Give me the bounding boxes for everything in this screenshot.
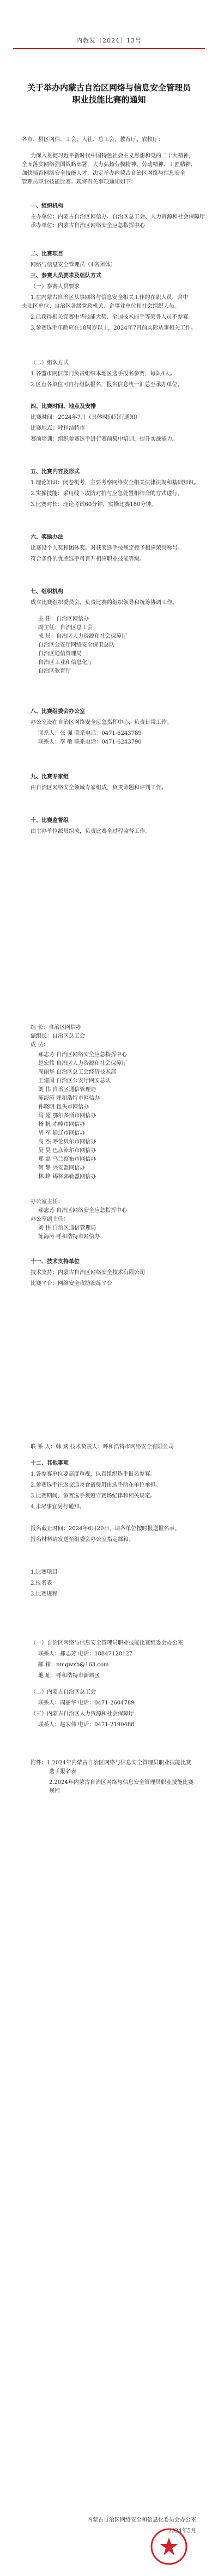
body-line: 报名截止时间：2024年6月20日，请各单位按时报送报名表。: [31, 1526, 180, 1532]
body-line: 副组长：自治区总工会: [31, 1033, 85, 1039]
body-line: 刘 伟 自治区通信管理局: [38, 1087, 96, 1093]
document-number: 内教发〔2024〕13号: [76, 37, 142, 44]
body-line: （一）自治区网络与信息安全管理员职业技能比赛组委会办公室: [31, 1640, 183, 1646]
body-line: 郝志芳 自治区网络安全应急指挥中心: [38, 1052, 128, 1058]
body-line: （一）参赛人员要求: [31, 284, 80, 290]
body-line: 联系人：周丽华 电话：0471-2604789: [38, 1700, 135, 1706]
body-line: 2.2024年内蒙古自治区网络与信息安全管理员职业技能比赛: [49, 1780, 193, 1786]
body-line: 地 址：呼和浩特市新城区: [38, 1673, 100, 1679]
body-line: （三）内蒙古自治区人力资源和社会保障厅: [31, 1711, 134, 1717]
body-line: 孙晓明 包头市网信办: [38, 1104, 89, 1110]
body-line: 技术支持：内蒙古自治区网络安全技术有限公司: [31, 1270, 145, 1276]
body-line: 3.比赛规程: [31, 1591, 58, 1597]
body-line: 2.已获得相关竞赛中华技能大奖、全国技术能手等荣誉人员不参赛。: [31, 314, 194, 320]
body-line: 2.参赛选手往返交通及食宿费用由选手所在单位承担。: [31, 1482, 161, 1488]
body-line: 二、比赛项目: [31, 251, 63, 257]
body-line: 自治区通信管理局: [38, 651, 82, 657]
title-line-1: 关于举办内蒙古自治区网络与信息安全管理员: [27, 83, 191, 93]
body-line: 郝志芳 自治区网络安全应急指挥中心: [38, 1208, 128, 1214]
body-line: 赵宏伟 自治区人力资源和社会保障厅: [38, 1061, 128, 1067]
body-line: 组 长：自治区网信办: [31, 1025, 82, 1031]
title-line-2: 职业技能比赛的通知: [72, 95, 146, 105]
body-line: 十一、技术支持单位: [31, 1259, 80, 1265]
body-line: 承办单位：内蒙古自治区网络安全应急指挥中心: [31, 223, 145, 229]
body-line: 自治区教育厅: [38, 668, 71, 674]
body-line: 主办单位：内蒙古自治区网信办、自治区总工会、人力资源和社会保障厅: [31, 214, 205, 220]
body-line: 杨 帆 赤峰市网信办: [38, 1122, 86, 1128]
body-line: 林 峰 锡林郭勒盟网信办: [38, 1174, 96, 1180]
body-line: 三、参赛人员要求及组队方式: [31, 273, 101, 279]
body-line: 自治区工业和信息化厅: [38, 660, 93, 666]
body-line: 符合条件的优胜选手可晋升相应职业技能等级。: [31, 556, 145, 562]
body-line: 附件：1.2024年内蒙古自治区网络与信息安全管理员职业技能比赛: [31, 1760, 191, 1766]
body-line: （二）组队方式: [31, 360, 69, 366]
body-line: 管理员职业技能比赛。现将有关事项通知如下：: [22, 179, 136, 185]
document-title: [16, 82, 202, 106]
body-line: 央驻区单位、自治区各级党政机关、企事业单位和社会组织人员。: [22, 303, 180, 309]
body-line: 选手报名表: [49, 1769, 76, 1775]
body-line: 为深入贯彻习近平新时代中国特色社会主义思想和党的二十大精神，: [31, 153, 194, 159]
body-line: 成立比赛组织委员会，负责比赛的组织领导和统筹协调工作。: [31, 600, 178, 606]
body-line: 3.比赛期间，参赛选手须遵守赛场纪律和相关规定。: [31, 1493, 156, 1499]
body-line: 由主办单位派员组成，负责比赛全过程监督工作。: [31, 829, 150, 835]
body-line: 规程: [49, 1788, 60, 1794]
body-line: 胡 军 通辽市网信办: [38, 1130, 86, 1136]
body-line: 主 任：自治区网信办: [38, 616, 89, 622]
body-line: 周丽华 自治区总工会经济技术部: [38, 1069, 117, 1075]
body-line: 比赛地点：呼和浩特市: [31, 425, 85, 431]
body-line: 3.参赛选手年龄应在18周岁以上，2024年7月前实际从事相关工作。: [31, 325, 197, 331]
body-line: 1.在内蒙古自治区从事网络与信息安全相关工作的在职人员，含中: [31, 295, 189, 301]
body-line: 1.各参赛单位要高度重视，认真组织选手报名参赛。: [31, 1471, 156, 1477]
body-line: 成 员：自治区人力资源和社会保障厅: [38, 634, 128, 640]
body-line: 十、比赛监督组: [31, 818, 69, 824]
body-line: 4.未尽事宜另行通知。: [31, 1504, 85, 1510]
body-line: 十二、其他事项: [31, 1460, 69, 1466]
body-line: 八、比赛组委会办公室: [31, 709, 85, 715]
body-line: 王建国 自治区公安厅网安总队: [38, 1078, 111, 1084]
body-line: 加快培育网络安全技能人才，决定举办内蒙古自治区网络与信息安全: [22, 170, 185, 176]
body-line: 比赛设个人奖和团体奖。对获奖选手按规定授予相应荣誉称号。: [31, 545, 183, 551]
body-line: 联系人：郝志芳 电话：18847120127: [38, 1651, 133, 1657]
body-line: （二）内蒙古自治区总工会: [31, 1689, 96, 1695]
body-line: 联 系 人：韩 斌 技术负责人：呼和浩特市网络安全有限公司: [31, 1444, 174, 1450]
body-line: 各市、县区网信、工会、人社、总工会，教育厅、农牧厅：: [22, 137, 164, 143]
body-line: 办公室设在自治区网络安全应急指挥中心，负责日常工作。: [31, 720, 172, 726]
body-line: 2.区直各单位可自行组队报名，报名信息统一汇总至承办单位。: [31, 382, 183, 388]
body-line: 比赛平台：网络安全攻防演练平台: [31, 1281, 112, 1287]
body-line: 邮 箱：nmgwxb@163.com: [38, 1662, 109, 1668]
body-line: 办公室副主任：: [31, 1216, 69, 1222]
red-divider-line: [13, 48, 205, 49]
body-line: 赛前培训：组织参赛选手进行赛前集中培训，提升实战能力。: [31, 436, 178, 442]
body-line: 自治区公安厅网络安全保卫总队: [38, 642, 114, 648]
body-line: 报名材料请发送至组委会办公室指定邮箱。: [31, 1537, 134, 1543]
body-line: 五、比赛内容及形式: [31, 469, 80, 475]
body-line: 1.各盟市网信部门负责组织本地区选手报名参赛，每队4人。: [31, 371, 175, 377]
body-line: 郑 磊 乌兰察布市网信办: [38, 1156, 96, 1162]
body-line: 陈海涛 呼和浩特市网信办: [38, 1095, 100, 1101]
body-line: 2.报名表: [31, 1580, 52, 1586]
body-line: 3.比赛时长：理论考试60分钟，实操比赛180分钟。: [31, 502, 157, 508]
body-line: 1.比赛项目: [31, 1569, 58, 1575]
signature-date: 2024年5月: [168, 2528, 196, 2534]
body-line: 网络与信息安全管理员（4名团体）: [31, 262, 116, 268]
body-line: 马 超 鄂尔多斯市网信办: [38, 1113, 96, 1119]
body-line: 全面落实网络强国战略部署，大力弘扬劳模精神、劳动精神、工匠精神，: [22, 162, 196, 168]
signature-organization: 内蒙古自治区网络安全和信息化委员会办公室: [87, 2517, 196, 2523]
official-seal-icon: [150, 2528, 188, 2566]
body-line: 七、组织机构: [31, 589, 63, 595]
body-line: 由自治区网络安全领域专家组成，负责命题和评判工作。: [31, 785, 167, 791]
body-line: 2.实操技能：采用线下攻防对抗与应急处置相结合的方式进行。: [31, 491, 183, 497]
body-line: 何 静 兴安盟网信办: [38, 1165, 86, 1171]
body-line: 副主任：自治区总工会: [38, 625, 93, 631]
body-line: 刘 伟 自治区通信管理局: [38, 1225, 96, 1231]
body-line: 1.理论知识：闭卷机考，主要考察网络安全相关法律法规和基础知识。: [31, 480, 199, 486]
body-line: 联系人：李 敏 联系电话：0471-6243790: [38, 739, 142, 745]
body-line: 陈海涛 呼和浩特市网信办: [38, 1234, 100, 1240]
body-line: 四、比赛时间、地点及安排: [31, 404, 96, 410]
body-line: 比赛时间：2024年7月（具体时间另行通知）: [31, 415, 141, 421]
body-line: 办公室主任：: [31, 1199, 63, 1205]
body-line: 高 杰 呼伦贝尔市网信办: [38, 1139, 96, 1145]
body-line: 六、奖励办法: [31, 534, 63, 540]
body-line: 成 员：: [31, 1042, 49, 1048]
body-line: 吴 昊 巴彦淖尔市网信办: [38, 1148, 96, 1154]
body-line: 联系人：赵宏伟 电话：0471-2190488: [38, 1722, 135, 1728]
body-line: 联系人：张 强 联系电话：0471-6243789: [38, 730, 142, 736]
body-line: 一、组织机构: [31, 203, 63, 209]
body-line: 九、比赛专家组: [31, 774, 69, 780]
